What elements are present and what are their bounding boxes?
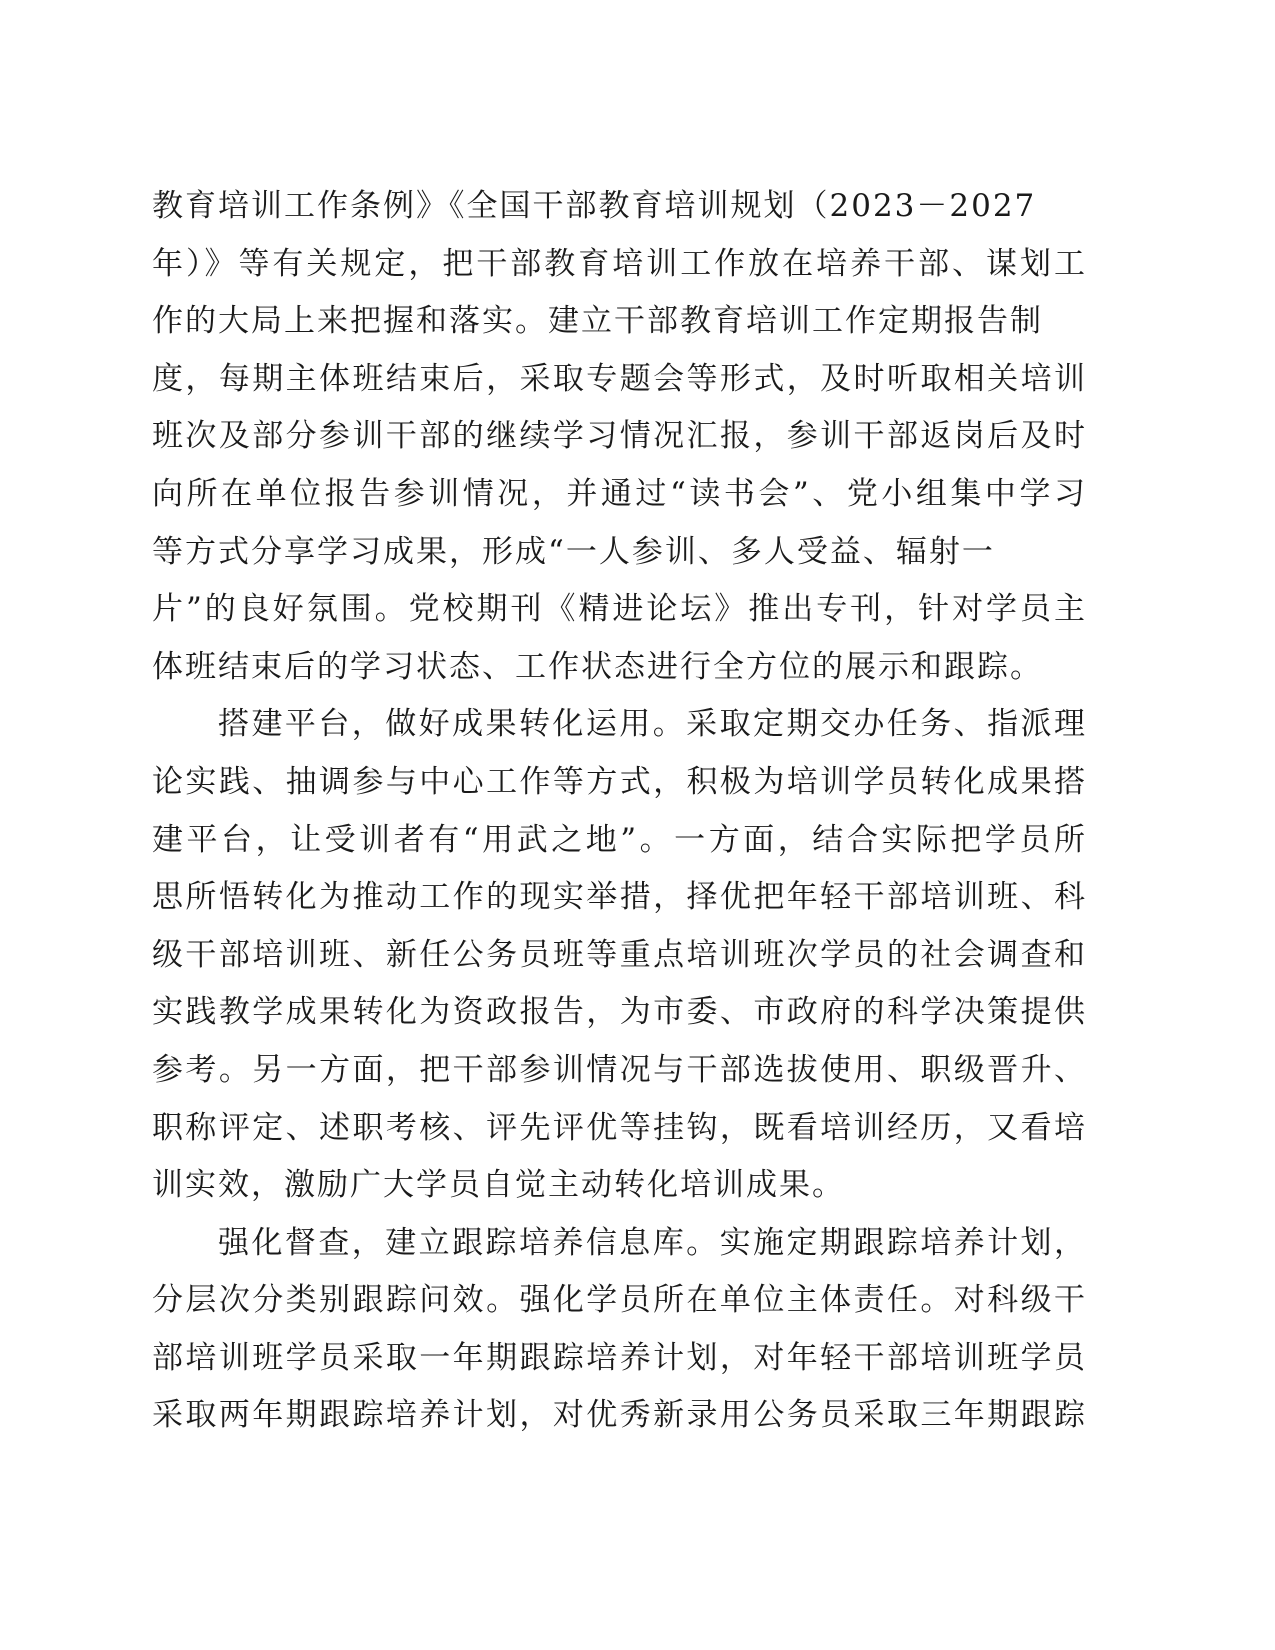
text-line-13: 思所悟转化为推动工作的现实举措，择优把年轻干部培训班、科 <box>152 879 1087 916</box>
text-line-12: 建平台，让受训者有“用武之地”。一方面，结合实际把学员所 <box>152 821 1087 858</box>
text-line-6: 向所在单位报告参训情况，并通过“读书会”、党小组集中学习 <box>152 475 1087 512</box>
text-line-15: 实践教学成果转化为资政报告，为市委、市政府的科学决策提供 <box>152 994 1087 1031</box>
text-line-22: 采取两年期跟踪培养计划，对优秀新录用公务员采取三年期跟踪 <box>152 1397 1087 1434</box>
text-line-5: 班次及部分参训干部的继续学习情况汇报，参训干部返岗后及时 <box>152 418 1087 455</box>
text-line-20: 分层次分类别跟踪问效。强化学员所在单位主体责任。对科级干 <box>152 1282 1087 1319</box>
text-line-7: 等方式分享学习成果，形成“一人参训、多人受益、辐射一 <box>152 533 995 570</box>
text-line-21: 部培训班学员采取一年期跟踪培养计划，对年轻干部培训班学员 <box>152 1339 1087 1376</box>
paragraph-heading-platform: 搭建平台，做好成果转化运用。采取定期交办任务、指派理 <box>218 706 1087 743</box>
text-line-8: 片”的良好氛围。党校期刊《精进论坛》推出专刊，针对学员主 <box>152 591 1087 628</box>
body-text <box>152 178 1087 1445</box>
text-line-2: 年）》等有关规定，把干部教育培训工作放在培养干部、谋划工 <box>152 245 1087 282</box>
text-line-3: 作的大局上来把握和落实。建立干部教育培训工作定期报告制 <box>152 303 1043 340</box>
text-line-1: 教育培训工作条例》《全国干部教育培训规划（2023－2027 <box>152 188 1037 224</box>
text-line-9: 体班结束后的学习状态、工作状态进行全方位的展示和跟踪。 <box>152 648 1043 685</box>
text-line-11: 论实践、抽调参与中心工作等方式，积极为培训学员转化成果搭 <box>152 763 1087 800</box>
paragraph-heading-supervision: 强化督查，建立跟踪培养信息库。实施定期跟踪培养计划， <box>218 1224 1087 1261</box>
text-line-14: 级干部培训班、新任公务员班等重点培训班次学员的社会调查和 <box>152 936 1087 973</box>
text-line-16: 参考。另一方面，把干部参训情况与干部选拔使用、职级晋升、 <box>152 1051 1087 1088</box>
text-line-18: 训实效，激励广大学员自觉主动转化培训成果。 <box>152 1167 845 1204</box>
text-line-4: 度，每期主体班结束后，采取专题会等形式，及时听取相关培训 <box>152 360 1087 397</box>
text-line-17: 职称评定、述职考核、评先评优等挂钩，既看培训经历，又看培 <box>152 1109 1087 1146</box>
